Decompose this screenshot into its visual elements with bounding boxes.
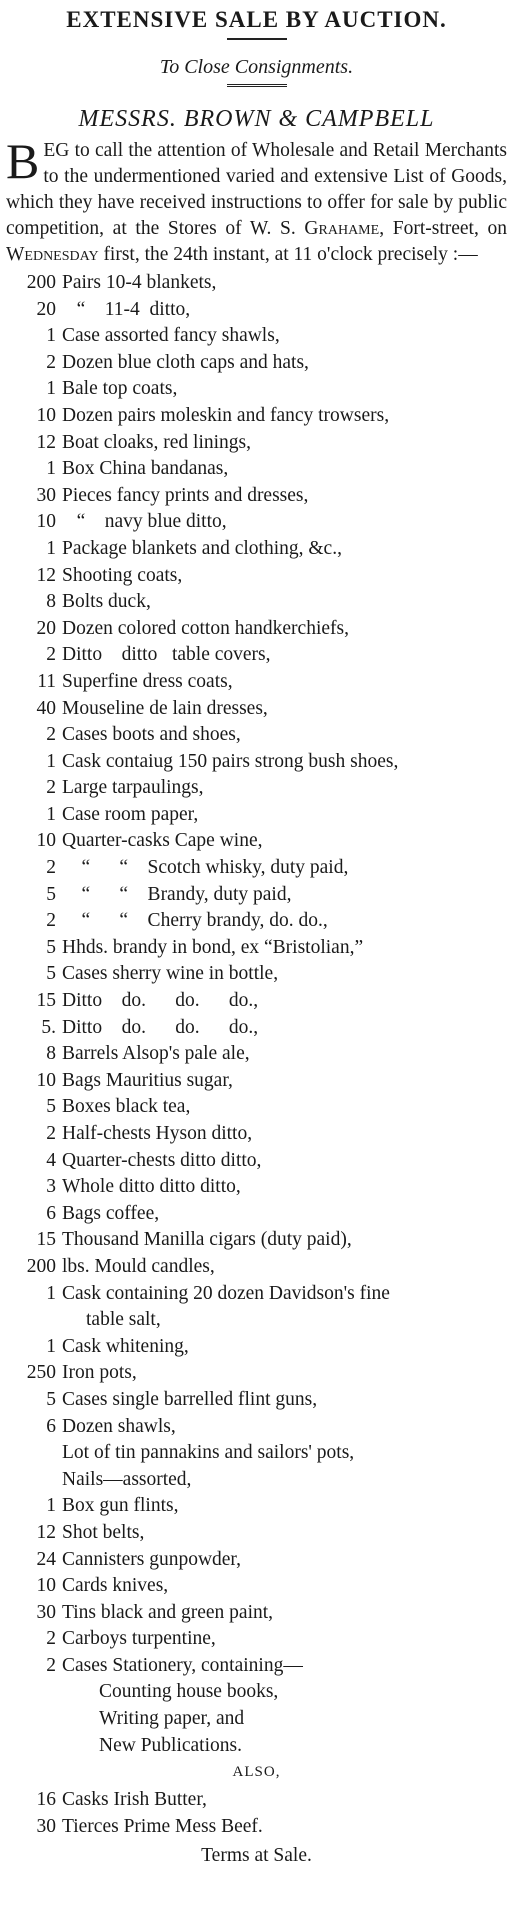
- list-item: [6, 935, 507, 962]
- item-description: Half-chests Hyson ditto,: [62, 1123, 253, 1144]
- item-quantity: 1: [46, 458, 56, 480]
- item-quantity: 2: [46, 777, 56, 799]
- item-continuation: table salt,: [86, 1309, 161, 1331]
- item-continuation: Nails—assorted,: [62, 1468, 192, 1490]
- list-item: [6, 1547, 507, 1574]
- item-description: Box gun flints,: [62, 1495, 179, 1517]
- item-description: Case room paper,: [62, 803, 199, 825]
- list-item: [6, 403, 507, 430]
- item-quantity: 5: [46, 1096, 56, 1118]
- item-quantity: 1: [46, 1495, 56, 1517]
- list-item: [6, 828, 507, 855]
- item-description: “ “ Brandy, duty paid,: [62, 883, 292, 905]
- list-item: [6, 722, 507, 749]
- list-item: [6, 908, 507, 935]
- item-quantity: 6: [46, 1415, 56, 1437]
- item-quantity: 1: [46, 1282, 56, 1304]
- item-quantity: 2: [46, 724, 56, 746]
- item-quantity: 30: [36, 1601, 56, 1623]
- item-quantity: 4: [46, 1149, 56, 1171]
- auctioneer-name: MESSRS. BROWN & CAMPBELL: [78, 106, 435, 132]
- item-quantity: 30: [36, 1815, 56, 1837]
- list-item: [6, 430, 507, 457]
- item-description: Iron pots,: [62, 1362, 137, 1384]
- item-quantity: 12: [36, 1521, 56, 1543]
- goods-list: [6, 270, 507, 1759]
- list-item: [6, 1068, 507, 1095]
- list-item: [6, 1787, 507, 1814]
- item-description: Hhds. brandy in bond, ex “Bristolian,”: [62, 936, 364, 958]
- item-sub-line: Writing paper, and: [99, 1708, 245, 1730]
- sale-day: Wednesday: [6, 244, 99, 265]
- list-item: [6, 1281, 507, 1308]
- item-description: Tierces Prime Mess Beef.: [62, 1815, 263, 1837]
- item-description: Cases sherry wine in bottle,: [62, 963, 279, 985]
- item-description: Ditto ditto table covers,: [62, 644, 271, 666]
- list-item: [6, 855, 507, 882]
- item-quantity: 15: [36, 990, 56, 1012]
- item-description: lbs. Mould candles,: [62, 1255, 215, 1277]
- list-item: [6, 456, 507, 483]
- item-quantity: 8: [46, 1043, 56, 1065]
- item-description: Package blankets and clothing, &c.,: [62, 537, 342, 559]
- list-item: [6, 1094, 507, 1121]
- list-item: [6, 483, 507, 510]
- item-quantity: 30: [36, 484, 56, 506]
- item-description: Case assorted fancy shawls,: [62, 325, 280, 347]
- list-item: [6, 1573, 507, 1600]
- list-item: [6, 563, 507, 590]
- item-description: Shooting coats,: [62, 564, 183, 586]
- item-description: Ditto do. do. do.,: [62, 1016, 259, 1038]
- item-quantity: 10: [36, 1069, 56, 1091]
- item-description: Bags coffee,: [62, 1202, 160, 1224]
- item-description: Dozen blue cloth caps and hats,: [62, 351, 309, 373]
- terms-line: Terms at Sale.: [201, 1845, 312, 1867]
- list-item: [6, 1387, 507, 1414]
- item-quantity: 12: [36, 564, 56, 586]
- item-quantity: 5.: [41, 1016, 56, 1038]
- item-sub-line: New Publications.: [99, 1734, 242, 1756]
- item-description: Carboys turpentine,: [62, 1628, 216, 1650]
- item-description: Cask containing 20 dozen Davidson's fine: [62, 1282, 390, 1304]
- list-item: [6, 1814, 507, 1841]
- item-quantity: 250: [26, 1362, 56, 1384]
- item-quantity: 1: [46, 537, 56, 559]
- item-description: Bolts duck,: [62, 591, 151, 613]
- item-quantity: 1: [46, 803, 56, 825]
- list-item: [6, 616, 507, 643]
- item-description: Cards knives,: [62, 1575, 169, 1597]
- item-quantity: 3: [46, 1176, 56, 1198]
- item-description: Cannisters gunpowder,: [62, 1548, 242, 1570]
- store-owner-name: Grahame: [304, 218, 380, 239]
- list-item: [6, 589, 507, 616]
- item-description: Cask contaiug 150 pairs strong bush shoes,: [62, 750, 399, 772]
- list-item: [6, 323, 507, 350]
- list-item: [6, 1041, 507, 1068]
- item-quantity: 1: [46, 325, 56, 347]
- item-quantity: 11: [37, 670, 56, 692]
- item-quantity: 10: [36, 511, 56, 533]
- item-quantity: 12: [36, 431, 56, 453]
- list-item: [6, 1653, 507, 1680]
- list-item: [6, 270, 507, 297]
- item-quantity: 1: [46, 378, 56, 400]
- item-description: Dozen colored cotton handkerchiefs,: [62, 617, 349, 639]
- item-description: Quarter-casks Cape wine,: [62, 830, 263, 852]
- item-description: Barrels Alsop's pale ale,: [62, 1043, 250, 1065]
- item-description: Bale top coats,: [62, 378, 178, 400]
- item-description: Pairs 10-4 blankets,: [62, 272, 217, 293]
- item-description: Boxes black tea,: [62, 1096, 191, 1118]
- item-description: Thousand Manilla cigars (duty paid),: [62, 1229, 352, 1251]
- list-item: [6, 1493, 507, 1520]
- item-quantity: 5: [46, 963, 56, 985]
- item-quantity: 10: [36, 404, 56, 426]
- item-description: Casks Irish Butter,: [62, 1789, 207, 1811]
- item-continuation: Lot of tin pannakins and sailors' pots,: [62, 1442, 355, 1464]
- item-description: Shot belts,: [62, 1521, 145, 1543]
- item-quantity: 2: [46, 857, 56, 879]
- item-description: Large tarpaulings,: [62, 777, 204, 799]
- item-quantity: 2: [46, 1123, 56, 1144]
- item-quantity: 2: [46, 644, 56, 666]
- subheadline: To Close Consignments.: [159, 56, 354, 78]
- item-description: “ “ Cherry brandy, do. do.,: [62, 910, 328, 932]
- item-quantity: 5: [46, 1388, 56, 1410]
- list-item: [6, 1174, 507, 1201]
- item-quantity: 1: [46, 750, 56, 772]
- list-item: [6, 1626, 507, 1653]
- item-quantity: 24: [36, 1548, 56, 1570]
- list-item: [6, 1600, 507, 1627]
- headline: EXTENSIVE SALE BY AUCTION.: [66, 7, 447, 32]
- item-description: Quarter-chests ditto ditto,: [62, 1149, 262, 1171]
- item-quantity: 10: [36, 1575, 56, 1597]
- list-item: [6, 1148, 507, 1175]
- item-quantity: 1: [46, 1335, 56, 1357]
- intro-text-3: first, the 24th instant, at 11 o'clock precisely :—: [98, 244, 478, 265]
- list-item: [6, 642, 507, 669]
- item-quantity: 8: [46, 591, 56, 613]
- list-item: [6, 696, 507, 723]
- list-item: [6, 1414, 507, 1441]
- item-description: Ditto do. do. do.,: [62, 990, 259, 1012]
- item-quantity: 40: [36, 697, 56, 719]
- item-quantity: 2: [46, 351, 56, 373]
- item-description: “ “ Scotch whisky, duty paid,: [62, 857, 349, 879]
- item-description: Cases single barrelled flint guns,: [62, 1388, 318, 1410]
- list-item: [6, 1201, 507, 1228]
- double-divider-rule: [227, 84, 287, 90]
- item-description: Cases boots and shoes,: [62, 724, 241, 746]
- item-quantity: 5: [46, 883, 56, 905]
- item-quantity: 2: [46, 910, 56, 932]
- list-item: [6, 961, 507, 988]
- also-label: ALSO,: [232, 1764, 281, 1781]
- list-item: [6, 1520, 507, 1547]
- additional-goods-list: [6, 1787, 507, 1840]
- intro-paragraph: [6, 133, 507, 268]
- item-quantity: 15: [36, 1229, 56, 1251]
- item-description: Whole ditto ditto ditto,: [62, 1176, 241, 1198]
- item-quantity: 200: [26, 272, 56, 293]
- item-description: Boat cloaks, red linings,: [62, 431, 252, 453]
- item-quantity: 200: [26, 1255, 56, 1277]
- list-item: [6, 1121, 507, 1148]
- item-description: Mouseline de lain dresses,: [62, 697, 268, 719]
- list-item: [6, 775, 507, 802]
- item-quantity: 20: [36, 298, 56, 320]
- list-item: [6, 1227, 507, 1254]
- list-item: [6, 350, 507, 377]
- list-item: [6, 749, 507, 776]
- list-item: [6, 669, 507, 696]
- list-item: [6, 802, 507, 829]
- item-sub-line: Counting house books,: [99, 1681, 279, 1703]
- item-description: Cases Stationery, containing—: [62, 1654, 303, 1676]
- item-quantity: 20: [36, 617, 56, 639]
- item-description: Dozen shawls,: [62, 1415, 176, 1437]
- item-description: Box China bandanas,: [62, 458, 229, 480]
- item-description: Dozen pairs moleskin and fancy trowsers,: [62, 404, 390, 426]
- intro-text-2: , Fort-street, on: [379, 218, 507, 239]
- list-item: [6, 882, 507, 909]
- item-quantity: 10: [36, 830, 56, 852]
- item-description: Superfine dress coats,: [62, 670, 233, 692]
- list-item: [6, 1254, 507, 1281]
- item-quantity: 6: [46, 1202, 56, 1224]
- list-item: [6, 1015, 507, 1042]
- item-description: “ navy blue ditto,: [62, 511, 227, 533]
- item-description: Tins black and green paint,: [62, 1601, 274, 1623]
- list-item: [6, 376, 507, 403]
- item-quantity: 16: [36, 1789, 56, 1811]
- item-quantity: 2: [46, 1628, 56, 1650]
- item-quantity: 5: [46, 936, 56, 958]
- list-item: [6, 536, 507, 563]
- list-item: [6, 1334, 507, 1361]
- item-description: “ 11-4 ditto,: [62, 298, 191, 320]
- list-item: [6, 297, 507, 324]
- drop-cap: B: [6, 133, 40, 189]
- item-description: Bags Mauritius sugar,: [62, 1069, 233, 1091]
- divider-rule: [227, 38, 287, 40]
- list-item: [6, 509, 507, 536]
- item-quantity: 2: [46, 1654, 56, 1676]
- list-item: [6, 988, 507, 1015]
- intro-text-1: EG to call the attention of Wholesale and Retail Merchants to the undermentioned varied and extensive List of Goods, which they have received instructions to offer for sale by public competition, at the Stores of W. S.: [6, 140, 507, 239]
- item-description: Cask whitening,: [62, 1335, 189, 1357]
- item-description: Pieces fancy prints and dresses,: [62, 484, 309, 506]
- list-item: [6, 1360, 507, 1387]
